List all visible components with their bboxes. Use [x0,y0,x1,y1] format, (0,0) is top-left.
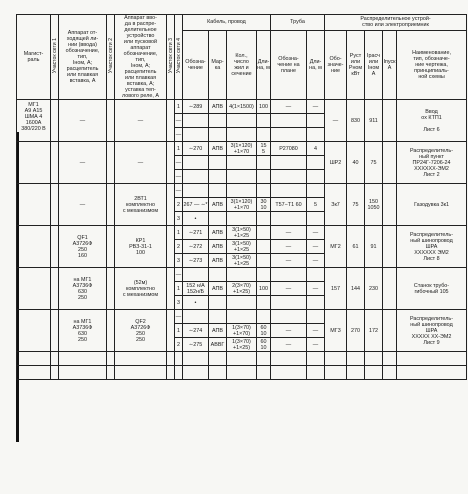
header-device-group: Распределительное устрой- ство или электроприемник [325,15,467,31]
row8-naming: Распределитель- ный шинопровод ШРА ХХХХХ ХХ-ЭМ2 Лист 9 [397,310,467,352]
row2-naming: Распределитель- ный пункт ПР24Г-7206-24 ХХХХХХ-ЭМ2 Лист 2 [397,142,467,184]
row7-mark: АПВ [209,282,227,296]
header-device-designation: Обо- значе- ние [325,30,347,99]
row8-mark: АПВ [209,324,227,338]
header-section-4: Участок сети 4 [175,38,182,74]
header-cable-cores: Кол., число жил и сечение [227,30,257,99]
row4-apparatus-1: QF1 А3726Ф 250 160 [59,226,107,268]
header-section-3: Участок сети 3 [167,38,174,74]
row1-cores: 4(1×1500) [227,100,257,114]
header-cable-group: Кабель, провод [183,15,271,31]
row3-mark: АПВ [209,198,227,212]
row7-pipe: — [271,282,307,296]
row2-cable: ∼270 [183,142,209,156]
row7-naming: Станок трубо- гибочный 105 [397,268,467,310]
row7-device: 157 [325,268,347,310]
header-device-naming: Наименование, тип, обозначе- ние чертежа, принципиаль- ной схемы [397,30,467,99]
row1-section: 1 [175,100,183,114]
row7-apparatus-1: на МГ1 А3736Ф 630 250 [59,268,107,310]
row5-cores: 3(1×50) +1×25 [227,240,257,254]
row6-mark: АПВ [209,254,227,268]
row1-cable: ∼289 [183,100,209,114]
row3-apparatus-2: 2ВТ1 комплектно с механизмом [115,184,167,226]
row7-power: 144 [347,268,365,310]
row8-cable: ∼274 [183,324,209,338]
row1-naming: Ввод ох КТП1 Лист 6 [397,100,467,142]
header-cable-designation: Обозна- чение [183,30,209,99]
row4-cores: 3(1×50) +1×25 [227,226,257,240]
row7-apparatus-2: (52м) комплектно с механизмом [115,268,167,310]
row3-power: 75 [347,184,365,226]
row5-pipe: — [271,240,307,254]
main-busbar-label: МГ1 А9 А15 ШМА 4 1600А 380/220 В [17,100,51,142]
row2-pipe-length: 4 [307,142,325,156]
row8-power: 270 [347,310,365,352]
row9-mark: АВВГ [209,338,227,352]
row1-mark: АПВ [209,100,227,114]
header-section-2: Участок сети 2 [107,38,114,74]
row4-apparatus-2: КР1 РВЗ-31-1 100 [115,226,167,268]
header-pipe-length: Дли- на, м [307,30,325,99]
row9-pipe: — [271,338,307,352]
row1-power: 830 [347,100,365,142]
row7-cores: 2(3×70) +1×25) [227,282,257,296]
row5-pipe-length: — [307,240,325,254]
row4-cable: ∼271 [183,226,209,240]
row5-section: 2 [175,240,183,254]
row2-current: 75 [365,142,383,184]
row1-current: 911 [365,100,383,142]
header-device-start-current: Iпуск А [383,30,397,99]
row6-cable: ∼273 [183,254,209,268]
row8-cores: 1(3×70) +1×70) [227,324,257,338]
row4-naming: Распределитель- ный шинопровод ШРА ХХХХХХ ЭМ2 Лист 8 [397,226,467,268]
row4-power: 61 [347,226,365,268]
row3-cable: 267 — ∼* [183,198,209,212]
row2-mark: АПВ [209,142,227,156]
row3-section: 2 [175,198,183,212]
row8-pipe: — [271,324,307,338]
row8-apparatus-2: QF2 А3726Ф 250 250 [115,310,167,352]
row8-apparatus-1: на МГ1 А3736Ф 630 250 [59,310,107,352]
row4-section: 1 [175,226,183,240]
row7-pipe-length: — [307,282,325,296]
row4-mark: АПВ [209,226,227,240]
row9-cores: 1(3×70) +1×25) [227,338,257,352]
row4-current: 91 [365,226,383,268]
distribution-schedule-table: Магист- раль Участок сети 1 Аппарат от- ходящей ли- нии (ввода) обозначение, тип, Iном, А; расцепитель или плавкая вставка, А Участок сети 2 Аппарат вво- да в распре- делительное устройство или пусковой аппарат обозначение, тип, Iном, А; расцепитель или плавкая вставка, А; уставка теп- лового реле, А Участок сети 3 Участок сети 4 Кабель, провод Труба Распределительное устрой- ство или электроприемник Обозна- чение Мар- ка Кол., число жил и сечение Дли- на, м Обозна- чение на плане Дли- на, м Обо- значе- ние Pуст или Pном кВт Iрасч или Iном А Iпуск А Наименование, тип, обозначе- ние чертежа, принципиаль- ной схемы МГ1 А9 А15 ШМА 4 1600А 380/220 В — — 1 ∼289 АПВ 4(1×1500) 100 — — — 830 911 Ввод ох КТП1 Лист 6 — — — — 1 ∼270 АПВ 3(1×120) +1×70 15 5 Р27080 4 ШР2 40 75 Распределитель- ный пункт ПР24Г-7206-24 ХХХХХХ-ЭМ2 Лист 2 — — — 2ВТ1 комплектно с механизмом — Зк7 75 150 1050 Газодувка 3к1 2 267 — ∼* АПВ 3(1×120) +1×70 30 10 Т57−Т1 60 5 3 • QF1 А3726Ф 250 160 КР1 РВЗ-31-1 100 1 ∼271 АПВ 3(1×50) +1×25 — — МГ2 61 91 Распределитель- ный шинопровод ШРА ХХХХХХ ЭМ2 Лист 8 2 ∼272 АПВ 3(1×50) +1×25 — — 3 ∼273 АПВ 3(1×50) +1×25 — — на МГ1 А3736Ф 630 250 (52м) комплектно с механизмом — 157 144 230 Станок трубо- гибочный 105 1 152 н/А 152н/Б АПВ 2(3×70) +1×25) 100 — — 3 • на МГ1 А3736Ф 630 250 QF2 А3726Ф 250 250 — МГ3 270 172 Распределитель- ный шинопровод ШРА ХХХХХ ХХ-ЭМ2 Лист 9 1 ∼274 АПВ 1(3×70) +1×70) 60 10 — — 2 ∼275 АВВГ 1(3×70) +1×25) 60 10 — — [16,14,467,380]
row4-device: МГ2 [325,226,347,268]
header-device-current: Iрасч или Iном А [365,30,383,99]
row7-section: 1 [175,282,183,296]
row3-apparatus-1: — [59,184,107,226]
row3-pipe-length: 5 [307,198,325,212]
row9-section: 2 [175,338,183,352]
row6-cores: 3(1×50) +1×25 [227,254,257,268]
row2-device: ШР2 [325,142,347,184]
row1-length: 100 [257,100,271,114]
row4-pipe: — [271,226,307,240]
row2-apparatus-2: — [115,142,167,184]
row8-section: 1 [175,324,183,338]
row1-apparatus-2: — [115,100,167,142]
row4-pipe-length: — [307,226,325,240]
header-main: Магист- раль [17,15,51,100]
row1-pipe: — [271,100,307,114]
header-apparatus-2: Аппарат вво- да в распре- делительное устройство или пусковой аппарат обозначение, тип, Iном, А; расцепитель или плавкая вставка, А; уставка теп- лового реле, А [115,15,167,100]
row1-device: — [325,100,347,142]
row6-section: 3 [175,254,183,268]
row8-length: 60 10 [257,324,271,338]
row3-device: Зк7 [325,184,347,226]
row3-cores: 3(1×120) +1×70 [227,198,257,212]
header-device-power: Pуст или Pном кВт [347,30,365,99]
row1-apparatus-1: — [59,100,107,142]
header-cable-length: Дли- на, м [257,30,271,99]
row2-pipe: Р27080 [271,142,307,156]
header-apparatus-1: Аппарат от- ходящей ли- нии (ввода) обозначение, тип, Iном, А; расцепитель или плавкая вставка, А [59,15,107,100]
row3-pipe: Т57−Т1 60 [271,198,307,212]
row2-apparatus-1: — [59,142,107,184]
row2-cores: 3(1×120) +1×70 [227,142,257,156]
row8-device: МГ3 [325,310,347,352]
row3-length: 30 10 [257,198,271,212]
row2-power: 40 [347,142,365,184]
row3-current: 150 1050 [365,184,383,226]
row9-length: 60 10 [257,338,271,352]
header-cable-mark: Мар- ка [209,30,227,99]
row8-current: 172 [365,310,383,352]
row6-pipe: — [271,254,307,268]
row6-pipe-length: — [307,254,325,268]
header-pipe-designation: Обозна- чение на плане [271,30,307,99]
row8-pipe-length: — [307,324,325,338]
row5-mark: АПВ [209,240,227,254]
row1-pipe-length: — [307,100,325,114]
row7-cable: 152 н/А 152н/Б [183,282,209,296]
row7-current: 230 [365,268,383,310]
row3-naming: Газодувка 3к1 [397,184,467,226]
header-section-1: Участок сети 1 [51,38,58,74]
row2-section: 1 [175,142,183,156]
row7-length: 100 [257,282,271,296]
row2-length: 15 5 [257,142,271,156]
row5-cable: ∼272 [183,240,209,254]
header-pipe-group: Труба [271,15,325,31]
row9-pipe-length: — [307,338,325,352]
row9-cable: ∼275 [183,338,209,352]
